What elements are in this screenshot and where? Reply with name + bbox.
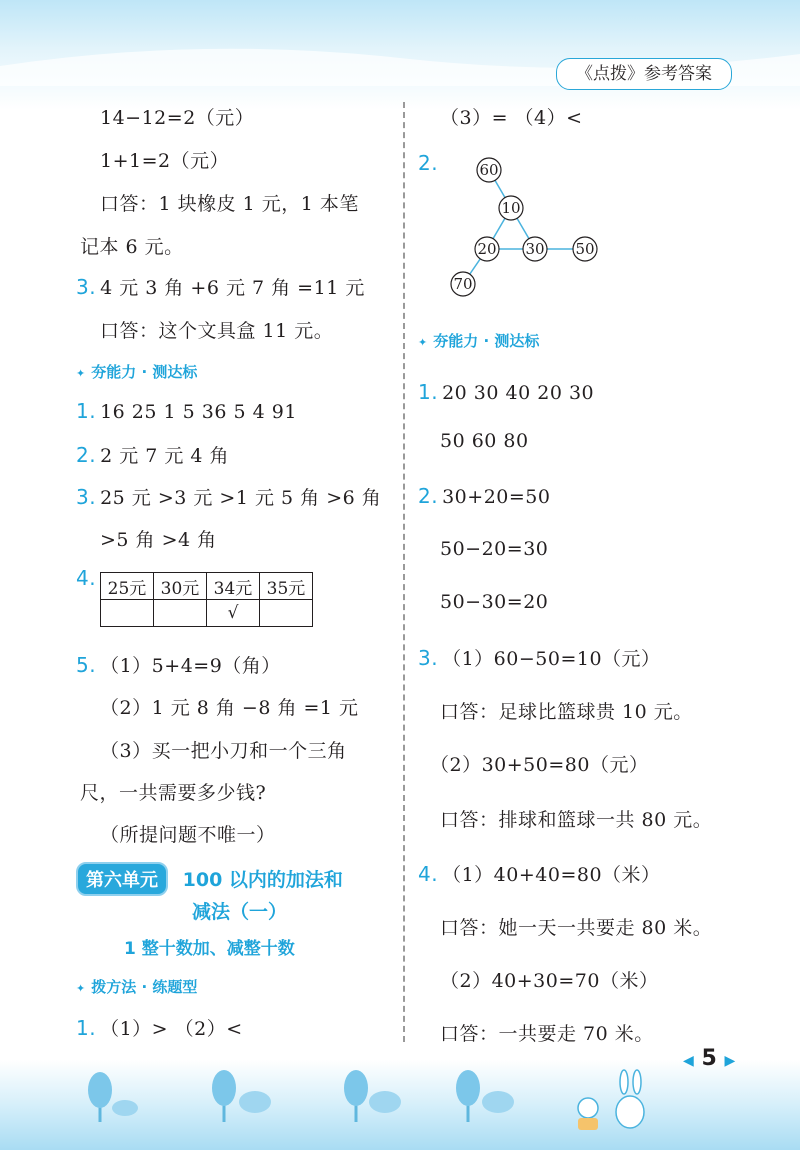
unit-badge: 第六单元 — [76, 862, 168, 896]
table-row — [101, 600, 313, 627]
ability-answer-5-line-2: （2）1 元 8 角 −8 角 =1 元 — [100, 697, 359, 719]
page-number — [683, 1046, 735, 1071]
question-2-number — [418, 151, 442, 175]
answer-text: 25 元 >3 元 >1 元 5 角 >6 角 — [100, 487, 382, 509]
unit-heading — [76, 862, 343, 896]
section-heading-ability — [76, 361, 197, 382]
right-answer-3-line-2: 口答：足球比篮球贵 10 元。 — [440, 701, 693, 723]
tree-icon — [456, 1070, 480, 1122]
right-answer-4 — [418, 860, 661, 887]
question-number: 4. — [76, 566, 97, 590]
table-cell — [101, 600, 154, 627]
ability-answer-5 — [76, 651, 281, 678]
table-cell: 35元 — [260, 573, 313, 600]
answer-key-tag: 《点拨》参考答案 — [556, 58, 732, 90]
tree-icon — [212, 1070, 236, 1122]
tree-icon — [88, 1072, 112, 1122]
table-cell: 30元 — [154, 573, 207, 600]
answer-text: （1）60−50=10（元） — [442, 648, 661, 670]
question-3 — [76, 273, 365, 300]
left-arrow-icon: ◀ — [683, 1053, 694, 1069]
diagram-node-label: 10 — [501, 199, 521, 217]
bush-icon — [369, 1091, 401, 1113]
section-heading-text: 夯能力 · 测达标 — [91, 363, 198, 381]
left-line-3: 口答：1 块橡皮 1 元，1 本笔 — [100, 193, 359, 215]
table-cell: 34元 — [207, 573, 260, 600]
column-divider — [403, 102, 405, 1042]
question-3-text: 4 元 3 角 +6 元 7 角 =11 元 — [100, 277, 365, 299]
section-heading-method — [76, 976, 197, 997]
ability-answer-2 — [76, 441, 229, 468]
bottom-trees-decoration — [0, 1060, 800, 1150]
tree-icon — [344, 1070, 368, 1122]
unit-title-line-1: 100 以内的加法和 — [182, 869, 343, 891]
ability-answer-5-line-3: （3）买一把小刀和一个三角 — [100, 740, 347, 762]
bush-icon — [112, 1100, 138, 1116]
right-answer-2 — [418, 484, 550, 508]
question-number: 2. — [76, 443, 97, 467]
ability-answer-5-line-5: （所提问题不唯一） — [100, 824, 276, 846]
method-answer-1 — [76, 1014, 243, 1041]
right-answer-3-line-4: 口答：排球和篮球一共 80 元。 — [440, 809, 713, 831]
right-answer-1-line-2: 50 60 80 — [440, 430, 529, 452]
diagram-node-label: 60 — [479, 161, 499, 179]
ability-answer-1 — [76, 399, 297, 423]
bush-icon — [239, 1091, 271, 1113]
right-answer-2-line-2: 50−20=30 — [440, 538, 549, 560]
question-number: 5. — [76, 653, 97, 677]
answer-text: 16 25 1 5 36 5 4 91 — [100, 401, 297, 423]
answer-text: （1）5+4=9（角） — [100, 655, 281, 677]
table-row — [101, 573, 313, 600]
right-answer-3 — [418, 644, 661, 671]
answer-text: 2 元 7 元 4 角 — [100, 445, 230, 467]
bear-mascot-icon — [578, 1098, 598, 1130]
check-mark-cell: √ — [207, 600, 260, 627]
right-answer-1 — [418, 380, 594, 404]
answer-text: （1）> （2）< — [100, 1018, 243, 1040]
question-number: 2. — [418, 484, 439, 508]
question-number: 3. — [418, 646, 439, 670]
diagram-node-label: 70 — [453, 275, 473, 293]
section-heading-text: 拨方法 · 练题型 — [91, 978, 198, 996]
ability-answer-5-line-4: 尺，一共需要多少钱? — [80, 782, 267, 804]
ability-answer-3-cont: >5 角 >4 角 — [100, 529, 217, 551]
question-number: 2. — [418, 151, 439, 175]
section-heading-ability-right — [418, 330, 539, 351]
bunny-mascot-icon — [616, 1070, 644, 1128]
left-line-1: 14−12=2（元） — [100, 107, 255, 129]
right-answer-4-line-2: 口答：她一天一共要走 80 米。 — [440, 917, 713, 939]
right-answer-4-line-4: 口答：一共要走 70 米。 — [440, 1023, 654, 1045]
star-icon: ✦ — [76, 367, 86, 380]
table-cell — [154, 600, 207, 627]
star-icon: ✦ — [76, 982, 86, 995]
diagram-node-label: 20 — [477, 240, 497, 258]
lesson-title: 1 整十数加、减整十数 — [124, 939, 295, 959]
star-icon: ✦ — [418, 336, 428, 349]
table-cell: 25元 — [101, 573, 154, 600]
page-number-text: 5 — [701, 1046, 717, 1071]
diagram-node-label: 50 — [575, 240, 595, 258]
unit-title-line-2: 减法（一） — [192, 901, 288, 923]
left-line-2: 1+1=2（元） — [100, 150, 230, 172]
right-answer-3-line-3: （2）30+50=80（元） — [430, 754, 649, 776]
number-tree-diagram — [440, 150, 610, 302]
price-table — [100, 572, 313, 627]
question-3-answer: 口答：这个文具盒 11 元。 — [100, 320, 334, 342]
diagram-node-label: 30 — [525, 240, 545, 258]
ability-answer-4-number — [76, 566, 100, 590]
question-number: 4. — [418, 862, 439, 886]
ability-answer-3 — [76, 483, 381, 510]
question-number: 1. — [76, 1016, 97, 1040]
question-number: 1. — [418, 380, 439, 404]
right-line-0: （3）= （4）< — [440, 107, 583, 129]
answer-text: 20 30 40 20 30 — [442, 382, 595, 404]
bush-icon — [482, 1091, 514, 1113]
answer-text: 30+20=50 — [442, 486, 551, 508]
right-arrow-icon: ▶ — [724, 1053, 736, 1069]
question-number: 3. — [76, 485, 97, 509]
section-heading-text: 夯能力 · 测达标 — [433, 332, 540, 350]
answer-text: （1）40+40=80（米） — [442, 864, 661, 886]
question-number: 1. — [76, 399, 97, 423]
left-line-4: 记本 6 元。 — [80, 236, 184, 258]
table-cell — [260, 600, 313, 627]
right-answer-2-line-3: 50−30=20 — [440, 591, 549, 613]
right-answer-4-line-3: （2）40+30=70（米） — [440, 970, 659, 992]
question-number: 3. — [76, 275, 97, 299]
